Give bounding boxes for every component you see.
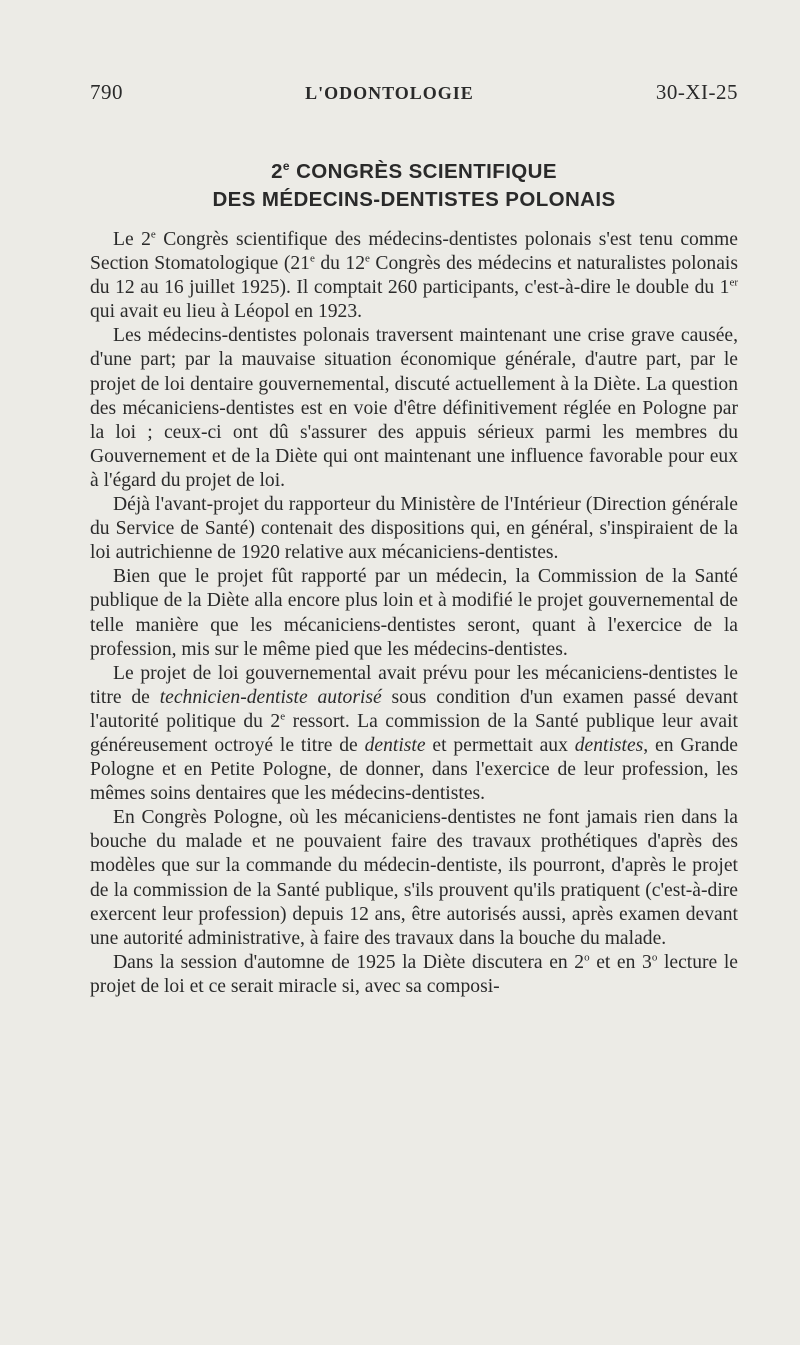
page-number: 790: [90, 80, 123, 104]
title-line-1: [90, 152, 738, 186]
title-ordinal: 2: [271, 159, 283, 183]
paragraph-3: Déjà l'avant-projet du rapporteur du Ministère de l'Intérieur (Direction générale du Service de Santé) contenait des dispositions qui, en général, s'inspiraient de la loi autrichienne de 1920 relative aux mécaniciens-dentistes.: [90, 494, 738, 564]
paragraph-7: Dans la session d'automne de 1925 la Diète discutera en 2$^o$ et en 3$^o$ lecture le projet de loi et ce serait miracle si, avec sa composi-: [90, 951, 738, 997]
journal-name: L'ODONTOLOGIE: [305, 83, 474, 103]
paragraph-6: En Congrès Pologne, où les mécaniciens-dentistes ne font jamais rien dans la bouche du malade et ne pouvaient faire des travaux prothétiques d'après des modèles que sur la commande du médecin-dentiste, ils pourront, d'après le projet de la commission de la Santé publique, s'ils prouvent qu'ils pratiquent (c'est-à-dire exercent leur profession) depuis 12 ans, être autorisés aussi, après examen devant une autorité administrative, à faire des travaux dans la bouche du malade.: [90, 807, 738, 949]
running-header: [90, 80, 738, 105]
italic-term: dentiste: [364, 734, 426, 756]
italic-term: dentistes: [574, 734, 644, 756]
article-body: [90, 228, 738, 999]
title-ordinal-sup: e: [282, 159, 290, 173]
paragraph-5: Le projet de loi gouvernemental avait prévu pour les mécaniciens-dentistes le titre de technicien-dentiste autorisé sous condition d'un examen passé devant l'autorité politique du 2e ressort. La commission de la Santé publique leur avait généreusement octroyé le titre de dentiste et permettait aux dentistes, en Grande Pologne et en Petite Pologne, de donner, dans l'exercice de leur profession, les mêmes soins dentaires que les médecins-dentistes.: [90, 662, 739, 805]
italic-term: technicien-dentiste autorisé: [159, 686, 382, 708]
paragraph-1: Le 2e Congrès scientifique des médecins-dentistes polonais s'est tenu comme Section Stomatologique (21e du 12e Congrès des médecins et naturalistes polonais du 12 au 16 juillet 1925). Il comptait 260 participants, c'est-à-dire le double du 1er qui avait eu lieu à Léopol en 1923.: [90, 228, 738, 323]
title-text-1: CONGRÈS SCIENTIFIQUE: [289, 159, 557, 183]
paragraph-4: Bien que le projet fût rapporté par un médecin, la Commission de la Santé publique de la Diète alla encore plus loin et à modifié le projet gouvernemental de telle manière que les mécaniciens-dentistes seront, quant à l'exercice de la profession, mis sur le même pied que les médecins-dentistes.: [90, 566, 738, 660]
issue-date: 30-XI-25: [655, 80, 738, 104]
article-title: [90, 152, 738, 214]
title-line-2: DES MÉDECINS-DENTISTES POLONAIS: [212, 187, 616, 211]
paragraph-2: Les médecins-dentistes polonais traversent maintenant une crise grave causée, d'une part; par la mauvaise situation économique générale, d'autre part, par le projet de loi dentaire gouvernemental, discuté actuellement à la Diète. La question des mécaniciens-dentistes est en voie d'être définitivement réglée en Pologne par la loi ; ceux-ci ont dû s'assurer des appuis sérieux parmi les membres du Gouvernement et de la Diète qui ont maintenant une influence favorable pour eux à l'égard du projet de loi.: [90, 325, 738, 491]
